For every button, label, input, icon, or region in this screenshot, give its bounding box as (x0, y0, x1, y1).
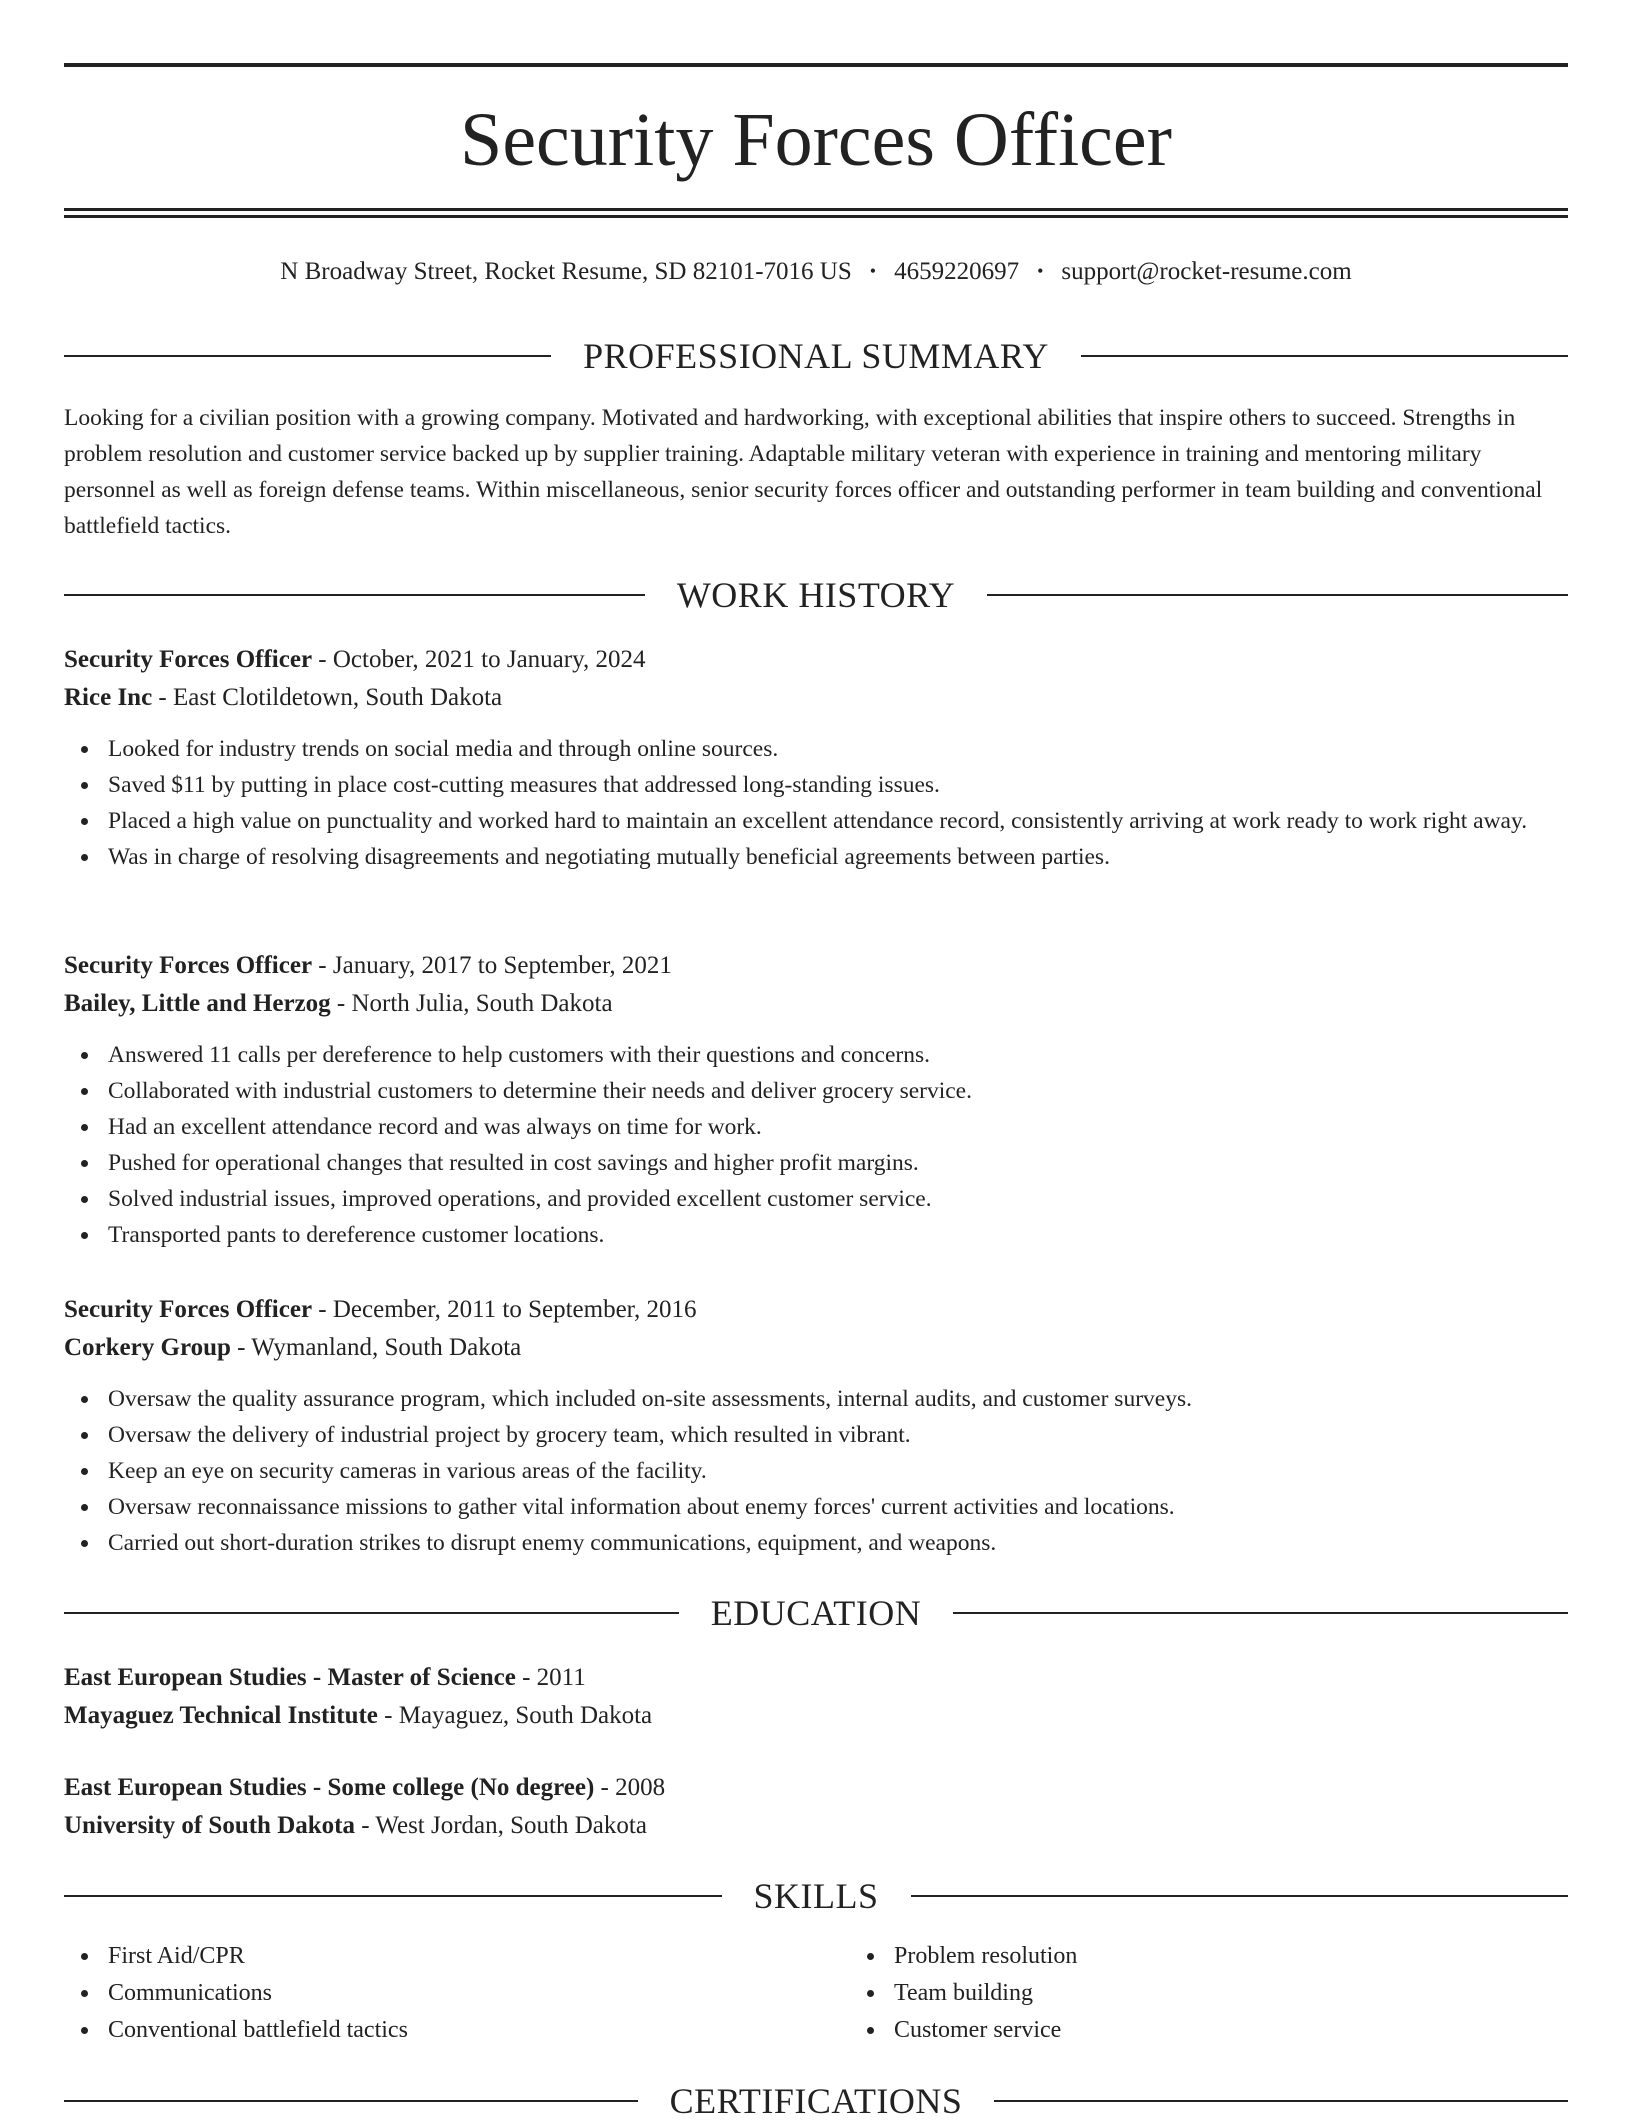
section-rule (64, 355, 551, 357)
list-item: Was in charge of resolving disagreements and negotiating mutually beneficial agreements between parties. (108, 839, 1568, 875)
contact-separator: • (869, 261, 877, 281)
contact-address: N Broadway Street, Rocket Resume, SD 82101-7016 US (280, 258, 852, 285)
section-header-skills (64, 1874, 1568, 1918)
section-rule (64, 1895, 722, 1897)
contact-separator: • (1037, 261, 1044, 281)
education-school: Mayaguez Technical Institute (64, 1702, 378, 1729)
job-company-line (64, 679, 1568, 717)
job-title-line (64, 947, 1568, 985)
job-dates: - October, 2021 to January, 2024 (312, 646, 646, 673)
job-title: Security Forces Officer (64, 646, 313, 673)
job-bullets (64, 1381, 1568, 1561)
skill-item: First Aid/CPR (108, 1938, 850, 1975)
section-header-education (64, 1591, 1568, 1635)
section-rule (64, 594, 645, 596)
list-item: Had an excellent attendance record and was always on time for work. (108, 1109, 1568, 1145)
section-title: WORK HISTORY (676, 575, 956, 615)
education-degree-line (64, 1659, 1568, 1697)
job-title: Security Forces Officer (64, 1296, 313, 1323)
list-item: Answered 11 calls per dereference to help customers with their questions and concerns. (108, 1037, 1568, 1073)
job-dates: - December, 2011 to September, 2016 (312, 1296, 697, 1323)
section-title: SKILLS (753, 1876, 879, 1916)
job-company-line (64, 1329, 1568, 1367)
list-item: Oversaw the quality assurance program, which included on-site assessments, internal audits, and customer surveys. (108, 1381, 1568, 1417)
list-item: Pushed for operational changes that resulted in cost savings and higher profit margins. (108, 1145, 1568, 1181)
list-item: Placed a high value on punctuality and worked hard to maintain an excellent attendance record, consistently arriving at work ready to work right away. (108, 803, 1568, 839)
section-header-summary (64, 334, 1568, 378)
contact-phone: 4659220697 (894, 258, 1020, 285)
job-title-line (64, 1291, 1568, 1329)
job-location: - Wymanland, South Dakota (230, 1334, 522, 1361)
education-year: - 2011 (515, 1664, 586, 1691)
skills-column-right (850, 1938, 1632, 2049)
job-company-line (64, 985, 1568, 1023)
section-rule (911, 1895, 1569, 1897)
job-bullets (64, 1037, 1568, 1253)
job-company: Corkery Group (64, 1334, 231, 1361)
header-top-rule (64, 63, 1568, 67)
list-item: Saved $11 by putting in place cost-cutting measures that addressed long-standing issues. (108, 767, 1568, 803)
job-title-line (64, 641, 1568, 679)
education-degree: East European Studies - Some college (No degree) (64, 1774, 595, 1801)
skill-item: Customer service (894, 2012, 1632, 2049)
summary-text: Looking for a civilian position with a growing company. Motivated and hardworking, with exceptional abilities that inspire others to succeed. Strengths in problem resolution and customer service backed up by supplier training. Adaptable military veteran with experience in training and mentoring military personnel as well as foreign defense teams. Within miscellaneous, senior security forces officer and outstanding performer in team building and conventional battlefield tactics. (64, 405, 1543, 539)
contact-line (64, 253, 1568, 290)
job-location: - North Julia, South Dakota (330, 990, 613, 1017)
section-rule (953, 1612, 1568, 1614)
education-school: University of South Dakota (64, 1812, 355, 1839)
job-bullets (64, 731, 1568, 875)
skills-column-left (64, 1938, 850, 2049)
job-company: Rice Inc (64, 684, 153, 711)
skill-item: Problem resolution (894, 1938, 1632, 1975)
list-item: Transported pants to dereference customer locations. (108, 1217, 1568, 1253)
list-item: Collaborated with industrial customers to determine their needs and deliver grocery service. (108, 1073, 1568, 1109)
job-location: - East Clotildetown, South Dakota (152, 684, 503, 711)
section-header-work-history (64, 573, 1568, 617)
section-rule (987, 594, 1568, 596)
education-degree: East European Studies - Master of Science (64, 1664, 516, 1691)
education-location: - West Jordan, South Dakota (355, 1812, 647, 1839)
section-rule (64, 1612, 679, 1614)
education-degree-line (64, 1769, 1568, 1807)
skill-item: Team building (894, 1975, 1632, 2012)
skill-item: Communications (108, 1975, 850, 2012)
education-entry (64, 1659, 1568, 1735)
job-company: Bailey, Little and Herzog (64, 990, 331, 1017)
contact-email: support@rocket-resume.com (1061, 258, 1352, 285)
job-entry (64, 947, 1568, 1253)
section-rule (994, 2100, 1568, 2102)
skill-item: Conventional battlefield tactics (108, 2012, 850, 2049)
section-title: CERTIFICATIONS (669, 2081, 963, 2121)
education-location: - Mayaguez, South Dakota (377, 1702, 653, 1729)
job-entry (64, 641, 1568, 875)
list-item: Looked for industry trends on social media and through online sources. (108, 731, 1568, 767)
education-school-line (64, 1697, 1568, 1735)
section-rule (1081, 355, 1568, 357)
education-school-line (64, 1807, 1568, 1845)
section-title: EDUCATION (710, 1593, 922, 1633)
page-title: Security Forces Officer (460, 98, 1172, 182)
education-year: - 2008 (594, 1774, 666, 1801)
job-dates: - January, 2017 to September, 2021 (312, 952, 672, 979)
section-rule (64, 2100, 638, 2102)
list-item: Oversaw reconnaissance missions to gather vital information about enemy forces' current activities and locations. (108, 1489, 1568, 1525)
section-header-certifications (64, 2079, 1568, 2123)
list-item: Carried out short-duration strikes to disrupt enemy communications, equipment, and weapons. (108, 1525, 1568, 1561)
education-entry (64, 1769, 1568, 1845)
job-entry (64, 1291, 1568, 1561)
list-item: Oversaw the delivery of industrial project by grocery team, which resulted in vibrant. (108, 1417, 1568, 1453)
list-item: Keep an eye on security cameras in various areas of the facility. (108, 1453, 1568, 1489)
header-double-rule (64, 208, 1568, 218)
list-item: Solved industrial issues, improved operations, and provided excellent customer service. (108, 1181, 1568, 1217)
section-title: PROFESSIONAL SUMMARY (583, 336, 1049, 376)
skills-list (64, 1938, 1568, 2049)
job-title: Security Forces Officer (64, 952, 313, 979)
